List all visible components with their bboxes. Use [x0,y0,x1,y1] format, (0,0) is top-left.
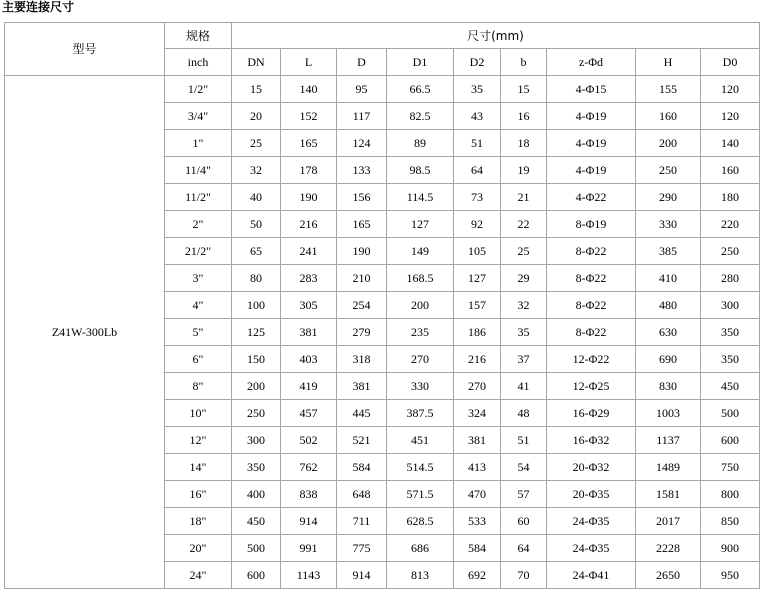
model-header: 型号 [5,23,165,76]
spec-cell: 1/2" [165,76,232,103]
table-cell: 29 [501,265,547,292]
table-cell: 250 [701,238,760,265]
table-cell: 914 [281,508,337,535]
table-cell: 451 [387,427,454,454]
table-cell: 800 [701,481,760,508]
table-cell: 350 [701,319,760,346]
table-cell: 32 [232,157,281,184]
table-cell: 15 [232,76,281,103]
table-cell: 8-Φ22 [547,238,636,265]
table-cell: 51 [454,130,501,157]
table-cell: 813 [387,562,454,589]
table-cell: 216 [454,346,501,373]
table-cell: 19 [501,157,547,184]
table-cell: 628.5 [387,508,454,535]
table-cell: 35 [501,319,547,346]
table-cell: 385 [636,238,701,265]
spec-cell: 1" [165,130,232,157]
spec-cell: 5" [165,319,232,346]
table-cell: 4-Φ19 [547,130,636,157]
spec-unit-header: inch [165,49,232,76]
table-cell: 381 [281,319,337,346]
table-cell: 20-Φ32 [547,454,636,481]
table-cell: 648 [337,481,387,508]
spec-cell: 3" [165,265,232,292]
table-cell: 270 [387,346,454,373]
spec-cell: 10" [165,400,232,427]
table-cell: 1581 [636,481,701,508]
table-cell: 413 [454,454,501,481]
table-cell: 70 [501,562,547,589]
spec-cell: 11/4" [165,157,232,184]
spec-cell: 21/2" [165,238,232,265]
table-cell: 200 [387,292,454,319]
table-cell: 50 [232,211,281,238]
table-cell: 2650 [636,562,701,589]
table-cell: 200 [636,130,701,157]
table-cell: 165 [337,211,387,238]
table-cell: 20-Φ35 [547,481,636,508]
table-cell: 16 [501,103,547,130]
table-cell: 600 [701,427,760,454]
header-row-1 [5,23,760,49]
table-cell: 480 [636,292,701,319]
table-cell: 500 [232,535,281,562]
table-cell: 533 [454,508,501,535]
table-cell: 250 [232,400,281,427]
spec-cell: 14" [165,454,232,481]
spec-cell: 8" [165,373,232,400]
table-cell: 178 [281,157,337,184]
table-cell: 8-Φ22 [547,292,636,319]
column-header: z-Φd [547,49,636,76]
table-cell: 8-Φ22 [547,265,636,292]
table-cell: 95 [337,76,387,103]
table-cell: 18 [501,130,547,157]
table-cell: 450 [701,373,760,400]
table-cell: 41 [501,373,547,400]
column-header: D0 [701,49,760,76]
table-cell: 48 [501,400,547,427]
table-cell: 254 [337,292,387,319]
table-cell: 32 [501,292,547,319]
table-cell: 403 [281,346,337,373]
table-cell: 114.5 [387,184,454,211]
table-cell: 8-Φ22 [547,319,636,346]
table-cell: 54 [501,454,547,481]
table-cell: 60 [501,508,547,535]
table-cell: 15 [501,76,547,103]
table-cell: 400 [232,481,281,508]
spec-cell: 6" [165,346,232,373]
table-cell: 220 [701,211,760,238]
table-cell: 180 [701,184,760,211]
table-cell: 900 [701,535,760,562]
table-cell: 1137 [636,427,701,454]
column-header: D2 [454,49,501,76]
table-cell: 838 [281,481,337,508]
table-cell: 156 [337,184,387,211]
table-cell: 350 [701,346,760,373]
dimensions-table [4,22,760,589]
table-cell: 2017 [636,508,701,535]
table-cell: 4-Φ22 [547,184,636,211]
table-cell: 445 [337,400,387,427]
table-cell: 25 [501,238,547,265]
table-cell: 1143 [281,562,337,589]
spec-cell: 3/4" [165,103,232,130]
table-cell: 305 [281,292,337,319]
table-cell: 686 [387,535,454,562]
table-cell: 150 [232,346,281,373]
table-cell: 140 [701,130,760,157]
table-cell: 283 [281,265,337,292]
table-cell: 149 [387,238,454,265]
table-cell: 155 [636,76,701,103]
table-cell: 35 [454,76,501,103]
table-cell: 66.5 [387,76,454,103]
column-header: DN [232,49,281,76]
table-cell: 300 [701,292,760,319]
table-cell: 98.5 [387,157,454,184]
table-cell: 381 [454,427,501,454]
table-cell: 600 [232,562,281,589]
table-cell: 762 [281,454,337,481]
table-cell: 330 [387,373,454,400]
table-cell: 16-Φ29 [547,400,636,427]
table-cell: 160 [701,157,760,184]
table-cell: 1003 [636,400,701,427]
table-cell: 711 [337,508,387,535]
table-cell: 250 [636,157,701,184]
table-row [5,76,760,103]
table-cell: 630 [636,319,701,346]
table-cell: 584 [454,535,501,562]
table-cell: 152 [281,103,337,130]
column-header: b [501,49,547,76]
table-cell: 125 [232,319,281,346]
table-cell: 584 [337,454,387,481]
dimensions-header: 尺寸(mm) [232,23,760,49]
column-header: D1 [387,49,454,76]
table-cell: 133 [337,157,387,184]
table-cell: 450 [232,508,281,535]
spec-cell: 11/2" [165,184,232,211]
table-cell: 4-Φ19 [547,103,636,130]
table-cell: 127 [387,211,454,238]
table-cell: 160 [636,103,701,130]
table-cell: 690 [636,346,701,373]
page-title: 主要连接尺寸 [2,0,75,14]
table-cell: 168.5 [387,265,454,292]
table-cell: 89 [387,130,454,157]
table-cell: 117 [337,103,387,130]
table-cell: 521 [337,427,387,454]
table-cell: 124 [337,130,387,157]
table-cell: 57 [501,481,547,508]
table-cell: 120 [701,76,760,103]
spec-cell: 2" [165,211,232,238]
table-cell: 40 [232,184,281,211]
table-cell: 64 [454,157,501,184]
table-cell: 82.5 [387,103,454,130]
column-header: D [337,49,387,76]
table-cell: 12-Φ25 [547,373,636,400]
table-cell: 419 [281,373,337,400]
table-cell: 127 [454,265,501,292]
table-cell: 692 [454,562,501,589]
table-cell: 80 [232,265,281,292]
table-cell: 8-Φ19 [547,211,636,238]
table-cell: 37 [501,346,547,373]
table-cell: 387.5 [387,400,454,427]
table-cell: 165 [281,130,337,157]
table-cell: 200 [232,373,281,400]
table-cell: 500 [701,400,760,427]
table-cell: 25 [232,130,281,157]
table-cell: 381 [337,373,387,400]
table-cell: 216 [281,211,337,238]
table-cell: 775 [337,535,387,562]
table-cell: 318 [337,346,387,373]
table-cell: 514.5 [387,454,454,481]
table-cell: 470 [454,481,501,508]
table-cell: 92 [454,211,501,238]
spec-cell: 12" [165,427,232,454]
table-cell: 190 [281,184,337,211]
table-cell: 157 [454,292,501,319]
table-cell: 830 [636,373,701,400]
table-cell: 16-Φ32 [547,427,636,454]
column-header: L [281,49,337,76]
table-cell: 64 [501,535,547,562]
table-cell: 20 [232,103,281,130]
table-cell: 105 [454,238,501,265]
spec-cell: 20" [165,535,232,562]
table-cell: 850 [701,508,760,535]
table-cell: 914 [337,562,387,589]
table-cell: 502 [281,427,337,454]
table-cell: 140 [281,76,337,103]
column-header: H [636,49,701,76]
table-cell: 300 [232,427,281,454]
table-cell: 279 [337,319,387,346]
table-cell: 4-Φ15 [547,76,636,103]
spec-cell: 18" [165,508,232,535]
table-cell: 12-Φ22 [547,346,636,373]
table-cell: 330 [636,211,701,238]
table-cell: 24-Φ35 [547,535,636,562]
table-cell: 100 [232,292,281,319]
table-cell: 2228 [636,535,701,562]
table-cell: 21 [501,184,547,211]
spec-cell: 24" [165,562,232,589]
table-cell: 410 [636,265,701,292]
table-cell: 190 [337,238,387,265]
table-cell: 290 [636,184,701,211]
table-cell: 1489 [636,454,701,481]
table-cell: 73 [454,184,501,211]
table-cell: 991 [281,535,337,562]
table-cell: 241 [281,238,337,265]
table-cell: 120 [701,103,760,130]
spec-cell: 4" [165,292,232,319]
model-cell: Z41W-300Lb [5,76,165,589]
table-cell: 51 [501,427,547,454]
spec-header: 规格 [165,23,232,49]
table-cell: 24-Φ41 [547,562,636,589]
table-cell: 457 [281,400,337,427]
table-cell: 950 [701,562,760,589]
table-cell: 210 [337,265,387,292]
table-cell: 4-Φ19 [547,157,636,184]
table-cell: 22 [501,211,547,238]
table-cell: 235 [387,319,454,346]
spec-cell: 16" [165,481,232,508]
table-cell: 350 [232,454,281,481]
table-cell: 324 [454,400,501,427]
table-cell: 270 [454,373,501,400]
table-cell: 24-Φ35 [547,508,636,535]
table-cell: 280 [701,265,760,292]
table-cell: 186 [454,319,501,346]
table-cell: 571.5 [387,481,454,508]
table-cell: 750 [701,454,760,481]
table-cell: 43 [454,103,501,130]
table-cell: 65 [232,238,281,265]
